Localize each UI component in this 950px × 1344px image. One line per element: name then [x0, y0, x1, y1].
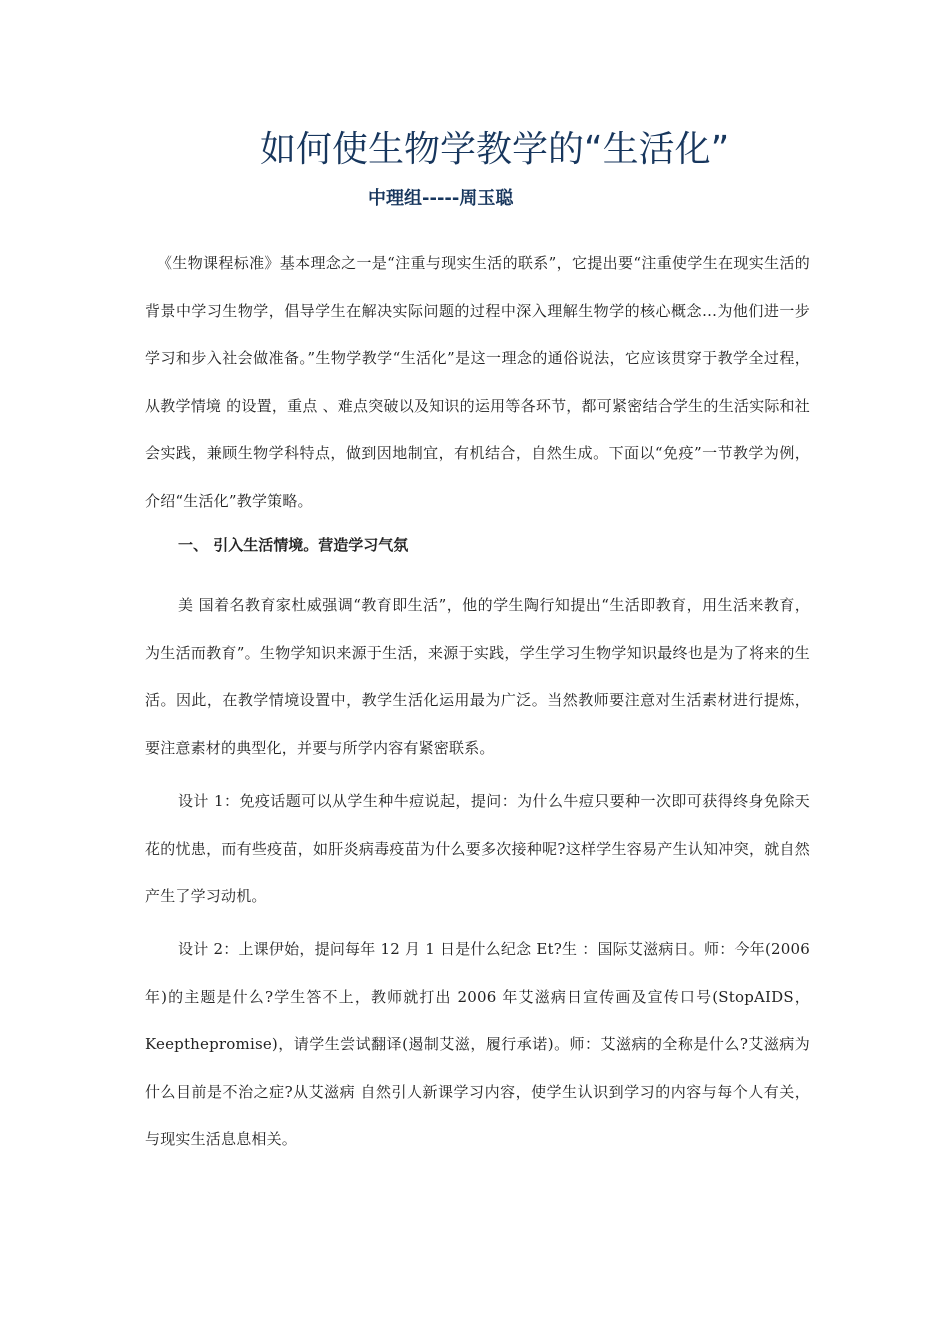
intro-paragraph: 《生物课程标准》基本理念之一是“注重与现实生活的联系”，它提出要“注重使学生在现实生活的背景中学习生物学，倡导学生在解决实际问题的过程中深入理解生物学的核心概念…为他们进一步学习和步入社会做准备。”生物学教学“生活化”是这一理念的通俗说法，它应该贯穿于教学全过程，从教学情境 的设置，重点 、难点突破以及知识的运用等各环节，都可紧密结合学生的生活实际和社会实践，兼顾生物学科特点，做到因地制宜，有机结合，自然生成。下面以“免疫”一节教学为例，介绍“生活化”教学策略。: [145, 254, 810, 510]
section1-design-2: 设计 2：上课伊始，提问每年 12 月 1 日是什么纪念 Et?生 ：国际艾滋病日。师：今年(2006 年)的主题是什么?学生答不上，教师就打出 2006 年艾滋病日宣传画及宣传口号(StopAIDS，Keepthepromise)，请学生尝试翻译(遏制艾滋，履行承诺)。师：艾滋病的全称是什么?艾滋病为什么目前是不治之症?从艾滋病 自然引人新课学习内容，使学生认识到学习的内容与每个人有关，与现实生活息息相关。: [145, 940, 810, 1148]
document-author: 中理组-----周玉聪: [368, 188, 514, 209]
section1-design-1: 设计 1：免疫话题可以从学生种牛痘说起，提问：为什么牛痘只要种一次即可获得终身免除天花的忧患，而有些疫苗，如肝炎病毒疫苗为什么要多次接种呢?这样学生容易产生认知冲突，就自然产生了学习动机。: [145, 792, 810, 905]
section-heading-1: 一、 引入生活情境。营造学习气氛: [178, 536, 409, 554]
document-title: 如何使生物学教学的“生活化”: [260, 129, 730, 170]
section1-paragraph-1: 美 国着名教育家杜威强调“教育即生活”，他的学生陶行知提出“生活即教育，用生活来教育，为生活而教育”。生物学知识来源于生活，来源于实践，学生学习生物学知识最终也是为了将来的生活。因此，在教学情境设置中，教学生活化运用最为广泛。当然教师要注意对生活素材进行提炼，要注意素材的典型化，并要与所学内容有紧密联系。: [145, 596, 810, 757]
